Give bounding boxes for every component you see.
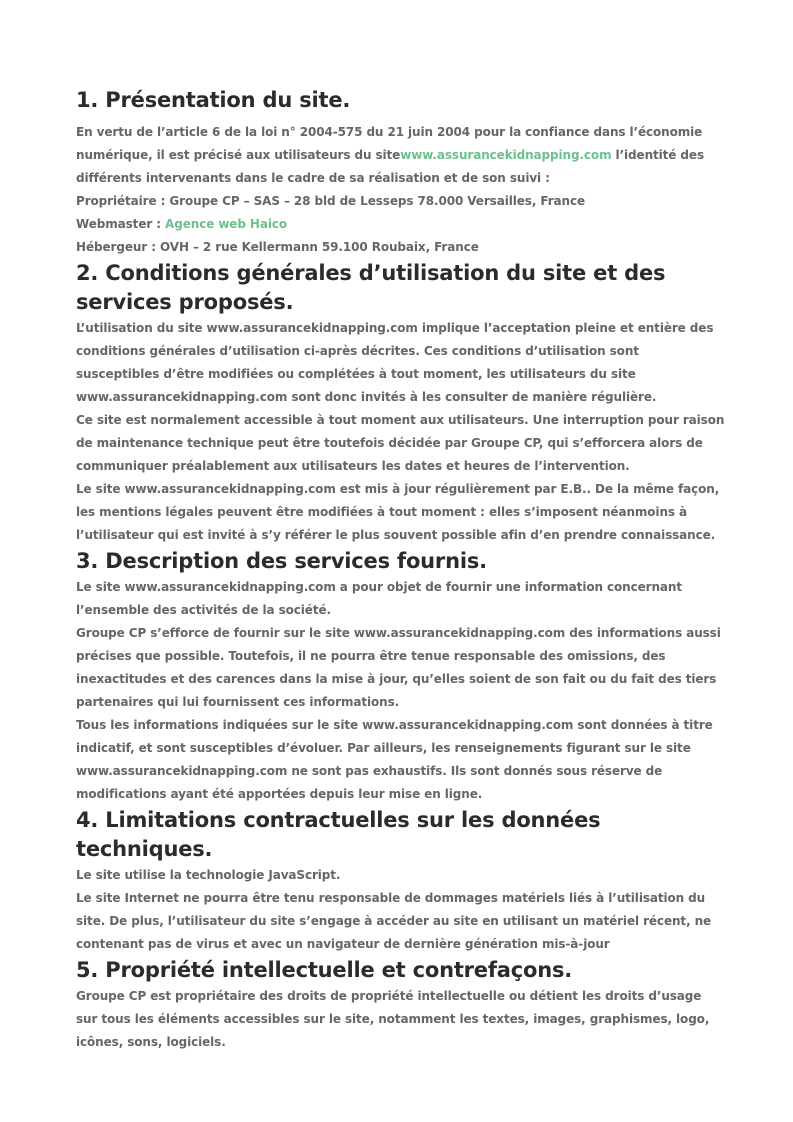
section-presentation bbox=[76, 86, 726, 259]
section-conditions bbox=[76, 259, 726, 547]
section-title: 5. Propriété intellectuelle et contrefaçons. bbox=[76, 958, 573, 982]
paragraph: Groupe CP s’efforce de fournir sur le site www.assurancekidnapping.com des informations aussi précises que possible. Toutefois, il ne pourra être tenue responsable des omissions, des inexactitudes et des carences dans la mise à jour, qu’elles soient de son fait ou du fait des tiers partenaires qui lui fournissent ces informations. bbox=[76, 626, 721, 709]
section-services bbox=[76, 547, 726, 806]
section-title: 4. Limitations contractuelles sur les données techniques. bbox=[76, 808, 601, 861]
paragraph: Le site utilise la technologie JavaScript. bbox=[76, 868, 341, 882]
owner-line: Propriétaire : Groupe CP – SAS – 28 bld de Lesseps 78.000 Versailles, France bbox=[76, 194, 586, 208]
host-line: Hébergeur : OVH – 2 rue Kellermann 59.100 Roubaix, France bbox=[76, 240, 479, 254]
paragraph: Groupe CP est propriétaire des droits de propriété intellectuelle ou détient les droits d’usage sur tous les éléments accessibles sur le site, notamment les textes, images, graphismes, logo, icônes, sons, logiciels. bbox=[76, 989, 710, 1049]
site-link[interactable]: www.assurancekidnapping.com bbox=[400, 148, 612, 162]
webmaster-link[interactable]: Agence web Haico bbox=[165, 217, 288, 231]
paragraph: Le site www.assurancekidnapping.com est mis à jour régulièrement par E.B.. De la même façon, les mentions légales peuvent être modifiées à tout moment : elles s’imposent néanmoins à l’utilisateur qui est invité à s’y référer le plus souvent possible afin d’en prendre connaissance. bbox=[76, 482, 720, 542]
section-title: 1. Présentation du site. bbox=[76, 88, 351, 112]
paragraph: Ce site est normalement accessible à tout moment aux utilisateurs. Une interruption pour raison de maintenance technique peut être toutefois décidée par Groupe CP, qui s’efforcera alors de communiquer préalablement aux utilisateurs les dates et heures de l’intervention. bbox=[76, 413, 725, 473]
paragraph: Le site Internet ne pourra être tenu responsable de dommages matériels liés à l’utilisation du site. De plus, l’utilisateur du site s’engage à accéder au site en utilisant un matériel récent, ne contenant pas de virus et avec un navigateur de dernière génération mis-à-jour bbox=[76, 891, 712, 951]
section-title: 2. Conditions générales d’utilisation du site et des services proposés. bbox=[76, 261, 666, 314]
section-title: 3. Description des services fournis. bbox=[76, 549, 487, 573]
section-limitations bbox=[76, 806, 726, 956]
webmaster-line: Webmaster : Agence web Haico bbox=[76, 217, 288, 231]
paragraph: Tous les informations indiquées sur le site www.assurancekidnapping.com sont données à titre indicatif, et sont susceptibles d’évoluer. Par ailleurs, les renseignements figurant sur le site www.assurancekidnapping.com ne sont pas exhaustifs. Ils sont donnés sous réserve de modifications ayant été apportées depuis leur mise en ligne. bbox=[76, 718, 713, 801]
intro-paragraph: En vertu de l’article 6 de la loi n° 2004-575 du 21 juin 2004 pour la confiance dans l’économie numérique, il est précisé aux utilisateurs du sitewww.assurancekidnapping.com l’identité des différents intervenants dans le cadre de sa réalisation et de son suivi : bbox=[76, 125, 704, 185]
section-intellectual-property bbox=[76, 956, 726, 1054]
legal-notice-page bbox=[76, 86, 726, 1054]
paragraph: L’utilisation du site www.assurancekidnapping.com implique l’acceptation pleine et entière des conditions générales d’utilisation ci-après décrites. Ces conditions d’utilisation sont susceptibles d’être modifiées ou complétées à tout moment, les utilisateurs du site www.assurancekidnapping.com sont donc invités à les consulter de manière régulière. bbox=[76, 321, 714, 404]
paragraph: Le site www.assurancekidnapping.com a pour objet de fournir une information concernant l’ensemble des activités de la société. bbox=[76, 580, 682, 617]
